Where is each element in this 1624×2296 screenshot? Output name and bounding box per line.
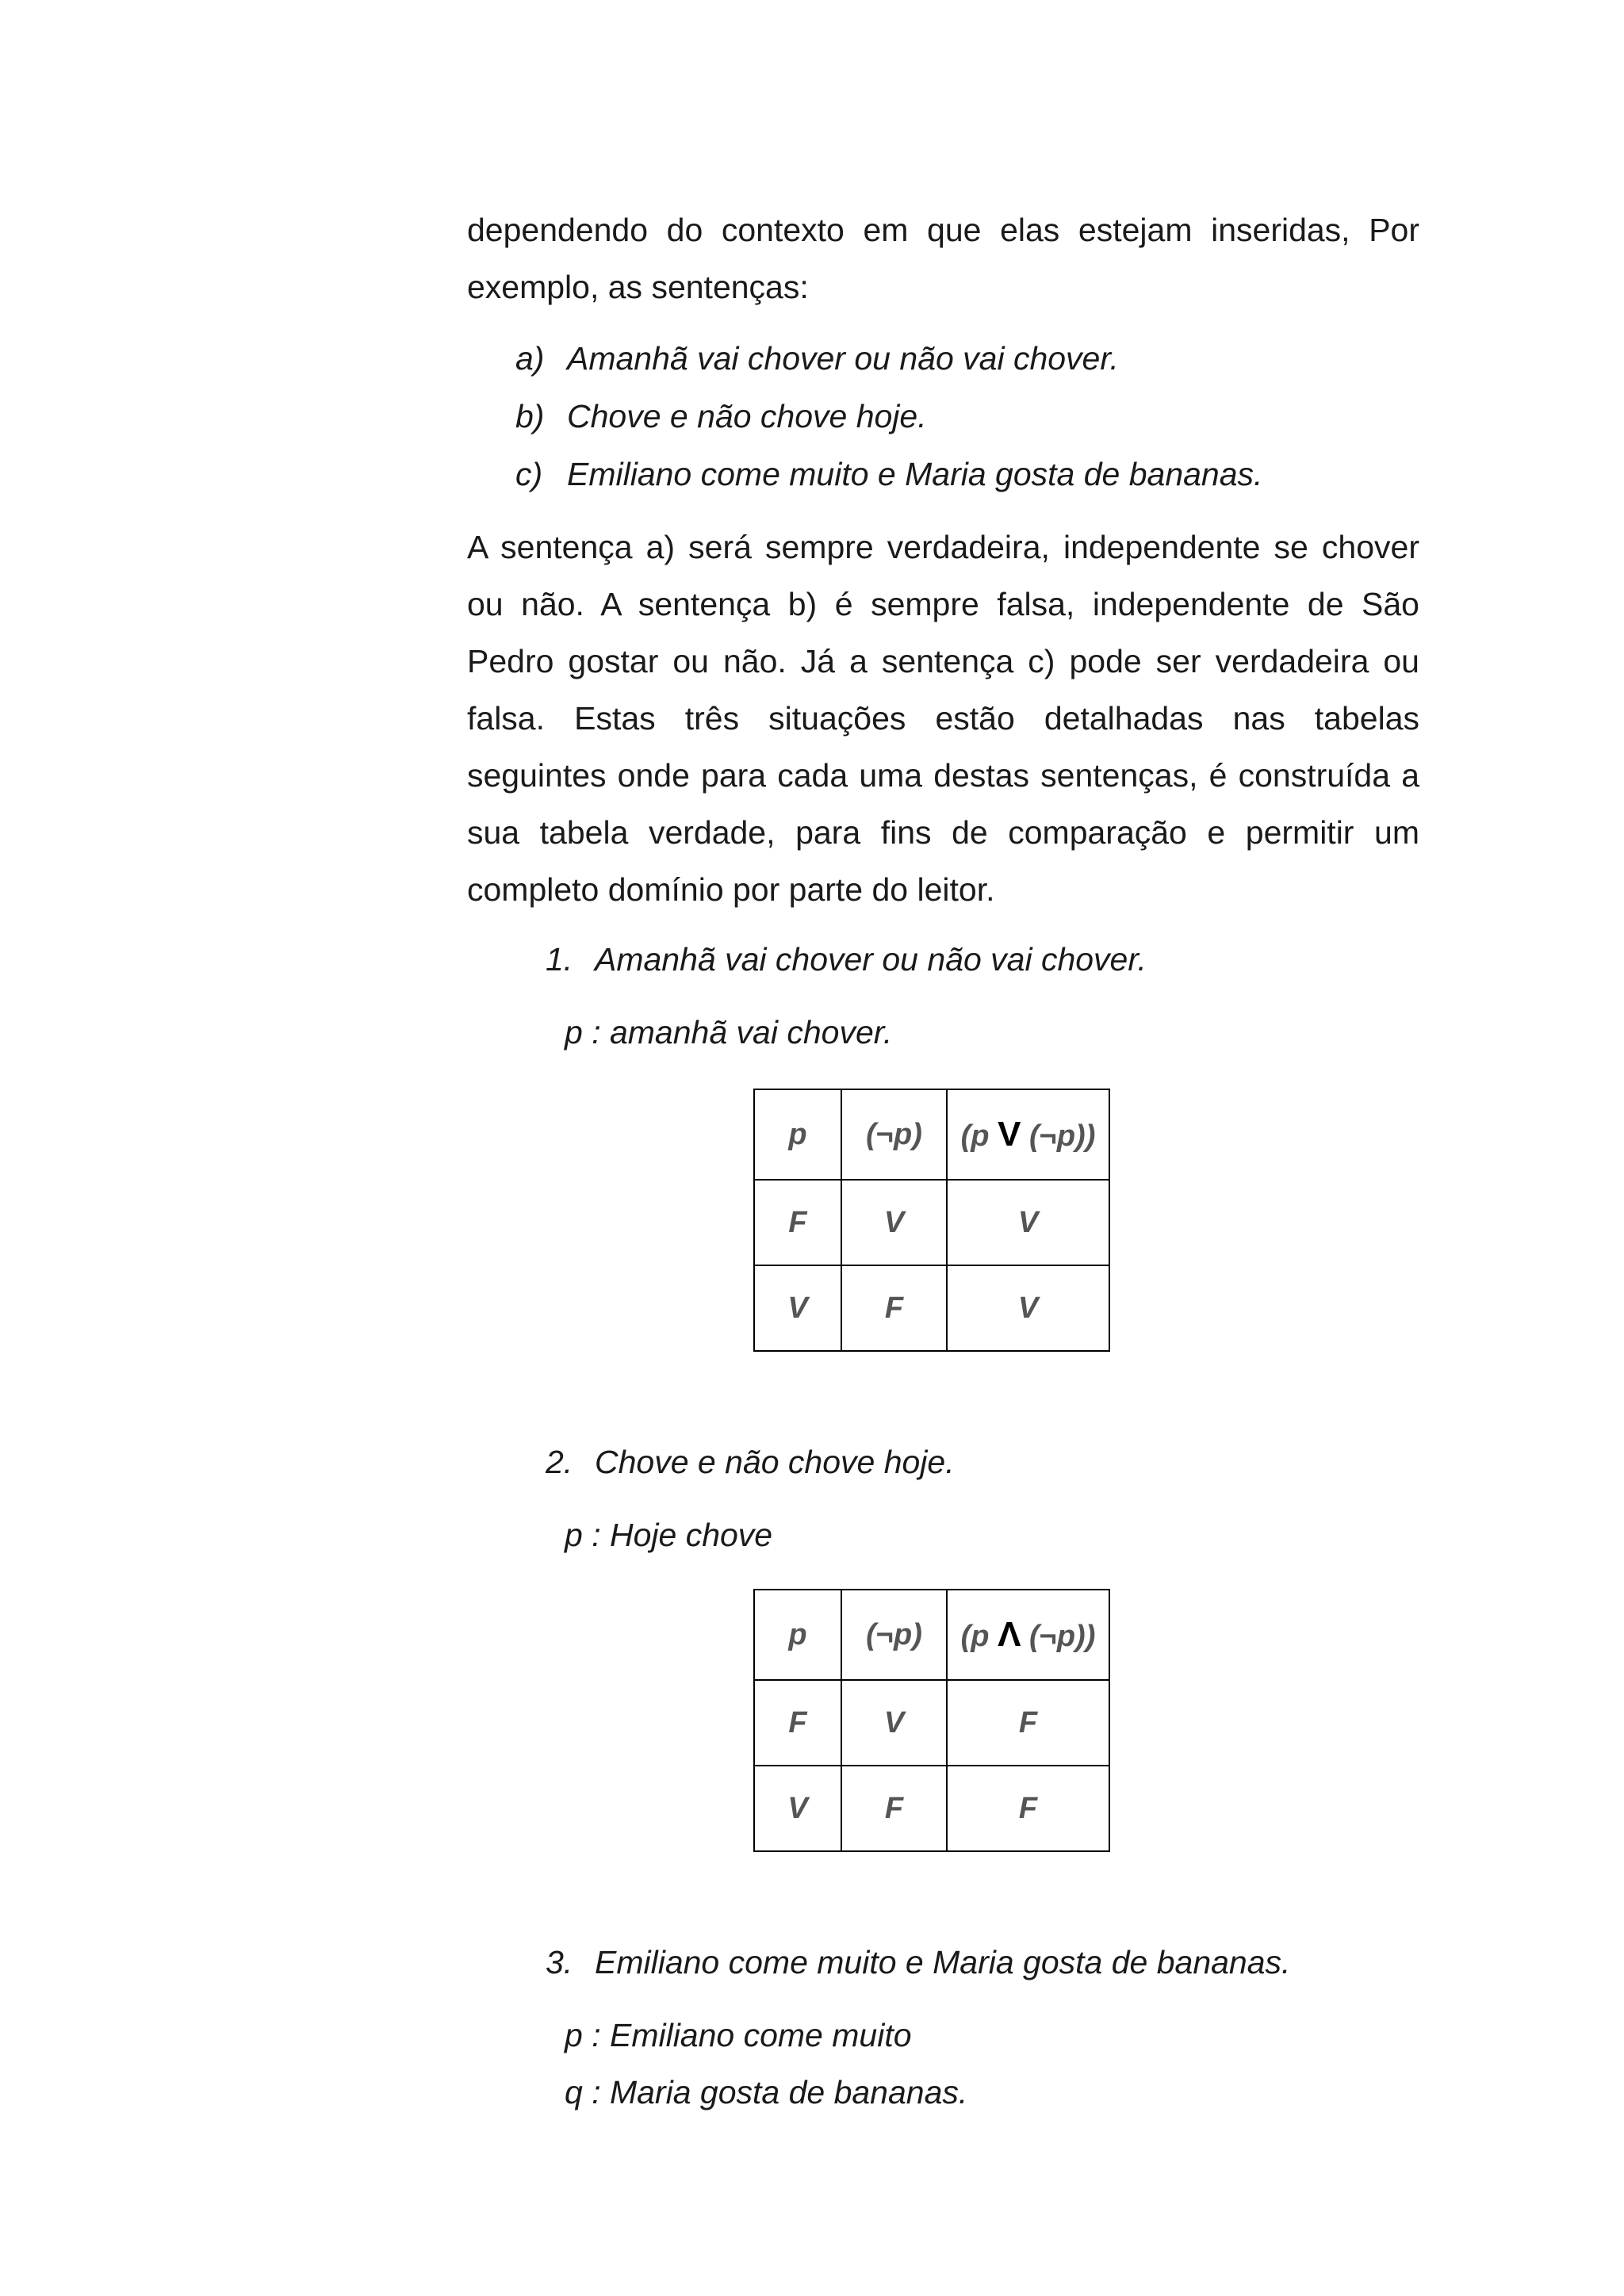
list-item-text: Amanhã vai chover ou não vai chover. [567, 340, 1119, 377]
section-3-title [546, 1934, 1290, 1991]
table-header-cell: p [754, 1089, 841, 1180]
list-item [515, 446, 1262, 503]
section-title-text: Emiliano come muito e Maria gosta de bananas. [595, 1944, 1291, 1980]
or-operator-symbol: V [998, 1115, 1021, 1154]
intro-line-1: dependendo do contexto em que elas estejam inseridas, Por [467, 212, 1419, 248]
list-marker: a) [515, 340, 545, 377]
table-cell: F [947, 1766, 1109, 1851]
table-cell: V [841, 1180, 947, 1265]
table-cell: V [754, 1766, 841, 1851]
table-header-row [754, 1089, 1109, 1180]
table-header-cell [947, 1089, 1109, 1180]
and-operator-symbol: Λ [998, 1615, 1021, 1654]
table-header-cell: (¬p) [841, 1089, 947, 1180]
section-2-proposition-p: p : Hoje chove [565, 1517, 773, 1553]
section-1-proposition-p: p : amanhã vai chover. [565, 1014, 893, 1050]
section-marker: 3. [546, 1944, 573, 1980]
table-cell: F [754, 1680, 841, 1766]
table-cell: V [754, 1265, 841, 1351]
section-3-proposition-p: p : Emiliano come muito [565, 2017, 912, 2053]
list-marker: b) [515, 398, 545, 434]
table-header-row [754, 1590, 1109, 1680]
header-part: (p [960, 1119, 998, 1153]
list-item-text: Chove e não chove hoje. [567, 398, 927, 434]
table-row [754, 1680, 1109, 1766]
example-sentence-list [515, 330, 1262, 503]
header-part: (¬p)) [1021, 1119, 1096, 1153]
list-item-text: Emiliano come muito e Maria gosta de bananas. [567, 456, 1263, 492]
list-item [515, 388, 1262, 446]
table-row [754, 1766, 1109, 1851]
list-item [515, 330, 1262, 388]
intro-line-2: exemplo, as sentenças: [467, 269, 809, 305]
section-3-proposition-q: q : Maria gosta de bananas. [565, 2074, 968, 2110]
section-title-text: Chove e não chove hoje. [595, 1444, 955, 1480]
section-marker: 2. [546, 1444, 573, 1480]
explanation-paragraph: A sentença a) será sempre verdadeira, independente se chover ou não. A sentença b) é sempre falsa, independente de São Pedro gostar ou não. Já a sentença c) pode ser verdadeira ou falsa. Estas três situações estão detalhadas nas tabelas seguintes onde para cada uma destas sentenças, é construída a sua tabela verdade, para fins de comparação e permitir um completo domínio por parte do leitor. [467, 529, 1419, 908]
table-row [754, 1265, 1109, 1351]
table-header-cell [947, 1590, 1109, 1680]
table-cell: V [947, 1180, 1109, 1265]
table-cell: F [947, 1680, 1109, 1766]
table-header-cell: (¬p) [841, 1590, 947, 1680]
section-marker: 1. [546, 941, 573, 978]
header-part: (¬p)) [1021, 1620, 1096, 1653]
table-header-cell: p [754, 1590, 841, 1680]
table-cell: V [947, 1265, 1109, 1351]
table-row [754, 1180, 1109, 1265]
section-title-text: Amanhã vai chover ou não vai chover. [595, 941, 1147, 978]
truth-table-conjunction [753, 1589, 1110, 1852]
table-cell: F [841, 1766, 947, 1851]
table-cell: V [841, 1680, 947, 1766]
section-1-title [546, 931, 1147, 988]
truth-table-disjunction [753, 1089, 1110, 1352]
table-cell: F [841, 1265, 947, 1351]
header-part: (p [960, 1620, 998, 1653]
intro-paragraph [467, 201, 1419, 316]
table-cell: F [754, 1180, 841, 1265]
section-2-title [546, 1433, 955, 1490]
list-marker: c) [515, 456, 543, 492]
